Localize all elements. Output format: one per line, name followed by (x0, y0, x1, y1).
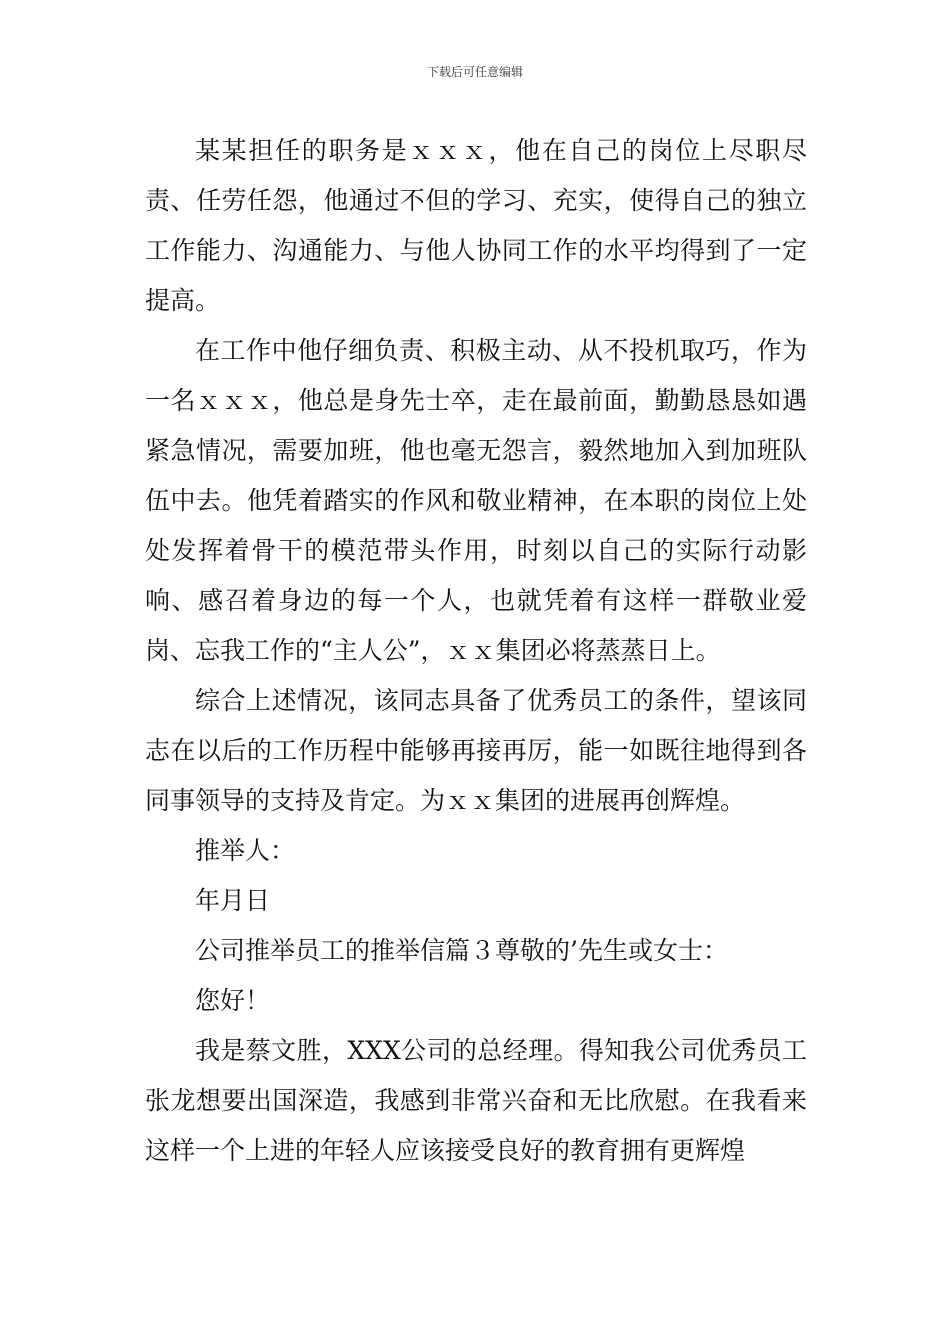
recommender-label: 推举人： (195, 836, 296, 865)
document-body (145, 126, 807, 1176)
date-label: 年月日 (195, 886, 271, 915)
paragraph-duties: 某某担任的职务是ｘｘｘ，他在自己的岗位上尽职尽责、任劳任怨，他通过不但的学习、充实，使得自己的独立工作能力、沟通能力、与他人协同工作的水平均得到了一定提高。 (145, 136, 807, 315)
page-header-note: 下载后可任意编辑 (426, 65, 523, 79)
paragraph-introduction: 我是蔡文胜，XXX公司的总经理。得知我公司优秀员工张龙想要出国深造，我感到非常兴奋和无比欣慰。在我看来这样一个上进的年轻人应该接受良好的教育拥有更辉煌 (145, 1036, 807, 1165)
paragraph-summary: 综合上述情况，该同志具备了优秀员工的条件，望该同志在以后的工作历程中能够再接再厉，能一如既往地得到各同事领导的支持及肯定。为ｘｘ集团的进展再创辉煌。 (145, 686, 807, 815)
greeting: 您好！ (195, 986, 271, 1015)
letter-3-heading: 公司推举员工的推举信篇３尊敬的’先生或女士： (195, 936, 728, 965)
paragraph-work-attitude: 在工作中他仔细负责、积极主动、从不投机取巧，作为一名ｘｘｘ，他总是身先士卒，走在最前面，勤勤恳恳如遇紧急情况，需要加班，他也毫无怨言，毅然地加入到加班队伍中去。他凭着踏实的作风和敬业精神，在本职的岗位上处处发挥着骨干的模范带头作用，时刻以自己的实际行动影响、感召着身边的每一个人，也就凭着有这样一群敬业爱岗、忘我工作的“主人公”，ｘｘ集团必将蒸蒸日上。 (145, 336, 807, 665)
